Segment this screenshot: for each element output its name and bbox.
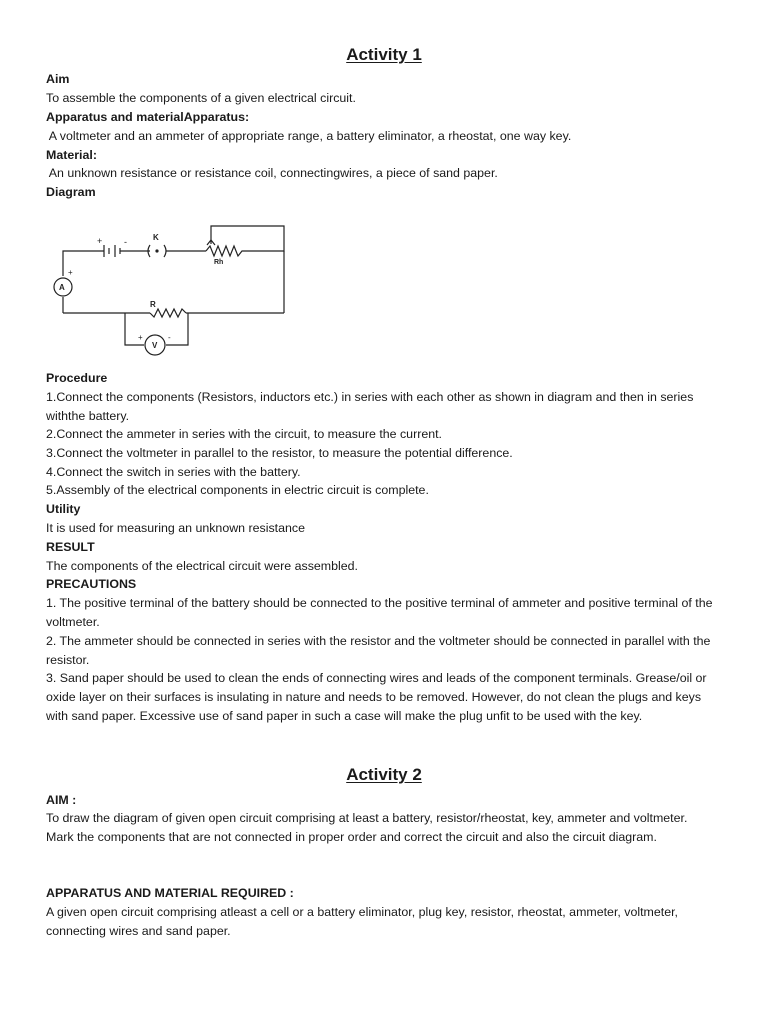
procedure-step-4: 4.Connect the switch in series with the battery.	[46, 465, 301, 479]
aim-heading: Aim	[46, 72, 70, 86]
procedure-heading: Procedure	[46, 371, 108, 385]
material-heading: Material:	[46, 148, 97, 162]
voltmeter-minus-label: -	[168, 333, 171, 342]
key-body-label: ( • )	[46, 218, 48, 219]
material-text: An unknown resistance or resistance coil, connectingwires, a piece of sand paper.	[46, 166, 498, 180]
result-text: The components of the electrical circuit were assembled.	[46, 559, 358, 573]
procedure-step-5: 5.Assembly of the electrical components in electric circuit is complete.	[46, 483, 429, 497]
ammeter-plus-label: +	[68, 268, 73, 277]
activity2-apparatus-heading: APPARATUS AND MATERIAL REQUIRED :	[46, 886, 294, 900]
utility-heading: Utility	[46, 502, 81, 516]
ammeter-label: A	[59, 283, 65, 292]
precautions-heading: PRECAUTIONS	[46, 577, 137, 591]
voltmeter-plus-label: +	[138, 333, 143, 342]
rheostat-label: Rh	[214, 259, 224, 266]
apparatus-heading: Apparatus and materialApparatus:	[46, 110, 250, 124]
battery-minus-label: -	[124, 237, 127, 247]
result-heading: RESULT	[46, 540, 95, 554]
procedure-step-2: 2.Connect the ammeter in series with the circuit, to measure the current.	[46, 427, 442, 441]
procedure-step-1: 1.Connect the components (Resistors, inductors etc.) in series with each other as shown in diagram and then in series withthe battery.	[46, 390, 694, 423]
activity2-title: Activity 2	[346, 765, 422, 784]
utility-text: It is used for measuring an unknown resistance	[46, 521, 305, 535]
aim-text: To assemble the components of a given electrical circuit.	[46, 91, 356, 105]
activity1-title: Activity 1	[346, 45, 422, 64]
diagram-heading: Diagram	[46, 185, 96, 199]
activity2-aim-text: To draw the diagram of given open circuit comprising at least a battery, resistor/rheostat, key, ammeter and voltmeter. Mark the components that are not connected in proper order and correct the circuit and also the circuit diagram.	[46, 811, 688, 844]
voltmeter-label: V	[152, 341, 158, 350]
activity2-apparatus-text: A given open circuit comprising atleast a cell or a battery eliminator, plug key, resistor, rheostat, ammeter, voltmeter, connecting wires and sand paper.	[46, 905, 678, 938]
circuit-diagram	[46, 218, 296, 363]
key-label: K	[153, 233, 159, 242]
battery-plus-label: +	[97, 236, 103, 246]
precaution-2: 2. The ammeter should be connected in series with the resistor and the voltmeter should be connected in parallel with the resistor.	[46, 634, 711, 667]
activity2-aim-heading: AIM :	[46, 793, 77, 807]
precaution-1: 1. The positive terminal of the battery should be connected to the positive terminal of ammeter and positive terminal of the voltmeter.	[46, 596, 713, 629]
apparatus-text: A voltmeter and an ammeter of appropriate range, a battery eliminator, a rheostat, one way key.	[46, 129, 572, 143]
procedure-step-3: 3.Connect the voltmeter in parallel to the resistor, to measure the potential difference.	[46, 446, 513, 460]
precaution-3: 3. Sand paper should be used to clean the ends of connecting wires and leads of the component terminals. Grease/oil or oxide layer on their surfaces is insulating in nature and needs to be removed. However, do not clean the plugs and keys with sand paper. Excessive use of sand paper in such a case will make the plug unfit to be used with the key.	[46, 671, 707, 723]
resistor-label: R	[150, 300, 156, 309]
